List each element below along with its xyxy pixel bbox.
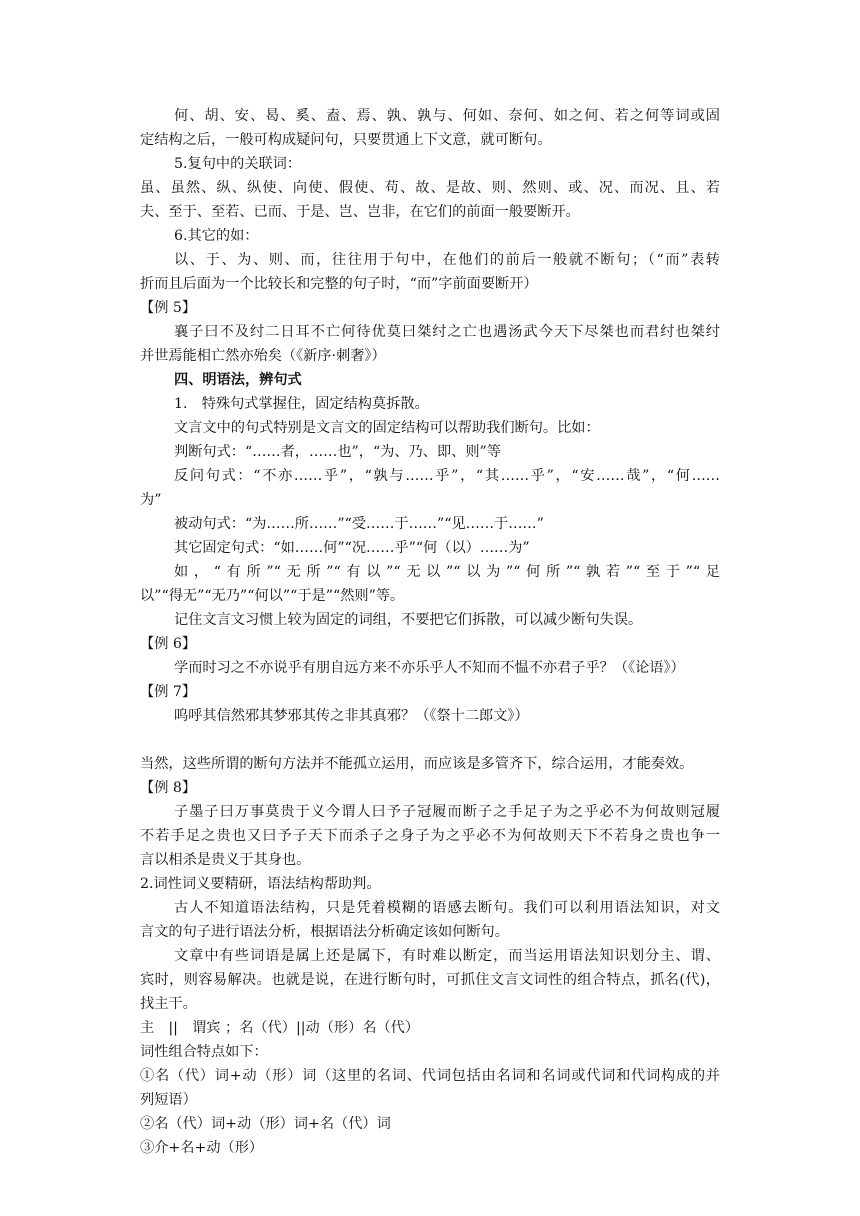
text-line: 词性组合特点如下： (140, 1044, 268, 1060)
text-line: 言文的句子进行语法分析，根据语法分析确定该如何断句。 (140, 924, 509, 940)
text-line: 找主干。 (140, 996, 197, 1012)
text-line: 折而且后面为一个比较长和完整的句子时，“而”字前面要断开） (140, 276, 538, 292)
text-line: 以”“得无”“无乃”“何以”“于是”“然则”等。 (140, 588, 405, 604)
text-line: 5.复句中的关联词： (174, 156, 302, 172)
text-line: 其它固定句式：“如……何”“况……乎”“何（以）……为” (174, 540, 530, 556)
text-line: 1. 特殊句式掌握住，固定结构莫拆散。 (174, 396, 429, 412)
text-line: 主 || 谓宾 ；名（代）||动（形）名（代） (140, 1020, 420, 1036)
text-line: 为” (140, 492, 162, 508)
text-line: 并世焉能相亡然亦殆矣（《新序·刺奢》） (140, 348, 386, 364)
text-line: 【例 8】 (140, 780, 197, 796)
text-line: 不若手足之贵也又曰予子天下而杀子之身子为之乎必不为何故则天下不若身之贵也争一 (140, 828, 720, 844)
text-line: 何、胡、安、曷、奚、盍、焉、孰、孰与、何如、奈何、如之何、若之何等词或固 (174, 108, 720, 124)
text-line: 判断句式：“……者，……也”，“为、乃、即、则”等 (174, 444, 501, 460)
text-line: 文章中有些词语是属上还是属下，有时难以断定，而当运用语法知识划分主、谓、 (174, 948, 720, 964)
section-heading: 四、明语法，辨句式 (174, 372, 302, 388)
text-line: 呜呼其信然邪其梦邪其传之非其真邪？（《祭十二郎文》） (174, 708, 529, 724)
text-line: 列短语） (140, 1092, 197, 1108)
text-line: 学而时习之不亦说乎有朋自远方来不亦乐乎人不知而不愠不亦君子乎？（《论语》） (174, 660, 685, 676)
text-line: 以、于、为、则、而，往往用于句中，在他们的前后一般就不断句；（“而”表转 (174, 252, 720, 268)
text-line: 反问句式：“不亦……乎”，“孰与……乎”，“其……乎”，“安……哉”，“何…… (174, 468, 720, 484)
text-line: 子墨子曰万事莫贵于义今谓人曰予子冠履而断子之手足子为之乎必不为何故则冠履 (174, 804, 720, 820)
text-line: 记住文言文习惯上较为固定的词组，不要把它们拆散，可以减少断句失误。 (174, 612, 643, 628)
document-body (140, 104, 720, 1160)
text-line: 夫、至于、至若、已而、于是、岂、岂非，在它们的前面一般要断开。 (140, 204, 580, 220)
text-line: 襄子曰不及纣二日耳不亡何待优莫曰桀纣之亡也遇汤武今天下尽桀也而君纣也桀纣 (174, 324, 720, 340)
text-line: ②名（代）词+动（形）词+名（代）词 (140, 1116, 391, 1132)
text-line: 古人不知道语法结构，只是凭着模糊的语感去断句。我们可以利用语法知识，对文 (174, 900, 720, 916)
text-line: ①名（代）词+动（形）词（这里的名词、代词包括由名词和名词或代词和代词构成的并 (140, 1068, 720, 1084)
text-line: 如，“有所”“无所”“有以”“无以”“以为”“何所”“孰若”“至于”“足 (174, 564, 720, 580)
text-line: 【例 6】 (140, 636, 197, 652)
text-line: 文言文中的句式特别是文言文的固定结构可以帮助我们断句。比如： (174, 420, 600, 436)
blank-line (140, 728, 720, 752)
text-line: 2.词性词义要精研，语法结构帮助判。 (140, 876, 381, 892)
text-line: 虽、虽然、纵、纵使、向使、假使、苟、故、是故、则、然则、或、况、而况、且、若 (140, 180, 720, 196)
text-line: 定结构之后，一般可构成疑问句，只要贯通上下文意，就可断句。 (140, 132, 552, 148)
text-line: 被动句式：“为……所……”“受……于……”“见……于……” (174, 516, 544, 532)
text-line: 6.其它的如： (174, 228, 259, 244)
text-line: 宾时，则容易解决。也就是说，在进行断句时，可抓住文言文词性的组合特点，抓名(代)， (140, 972, 720, 988)
text-line: 【例 5】 (140, 300, 197, 316)
text-line: 【例 7】 (140, 684, 197, 700)
text-line: ③介+名+动（形） (140, 1140, 264, 1156)
text-line: 言以相杀是贵义于其身也。 (140, 852, 311, 868)
text-line: 当然，这些所谓的断句方法并不能孤立运用，而应该是多管齐下，综合运用，才能奏效。 (140, 756, 694, 772)
